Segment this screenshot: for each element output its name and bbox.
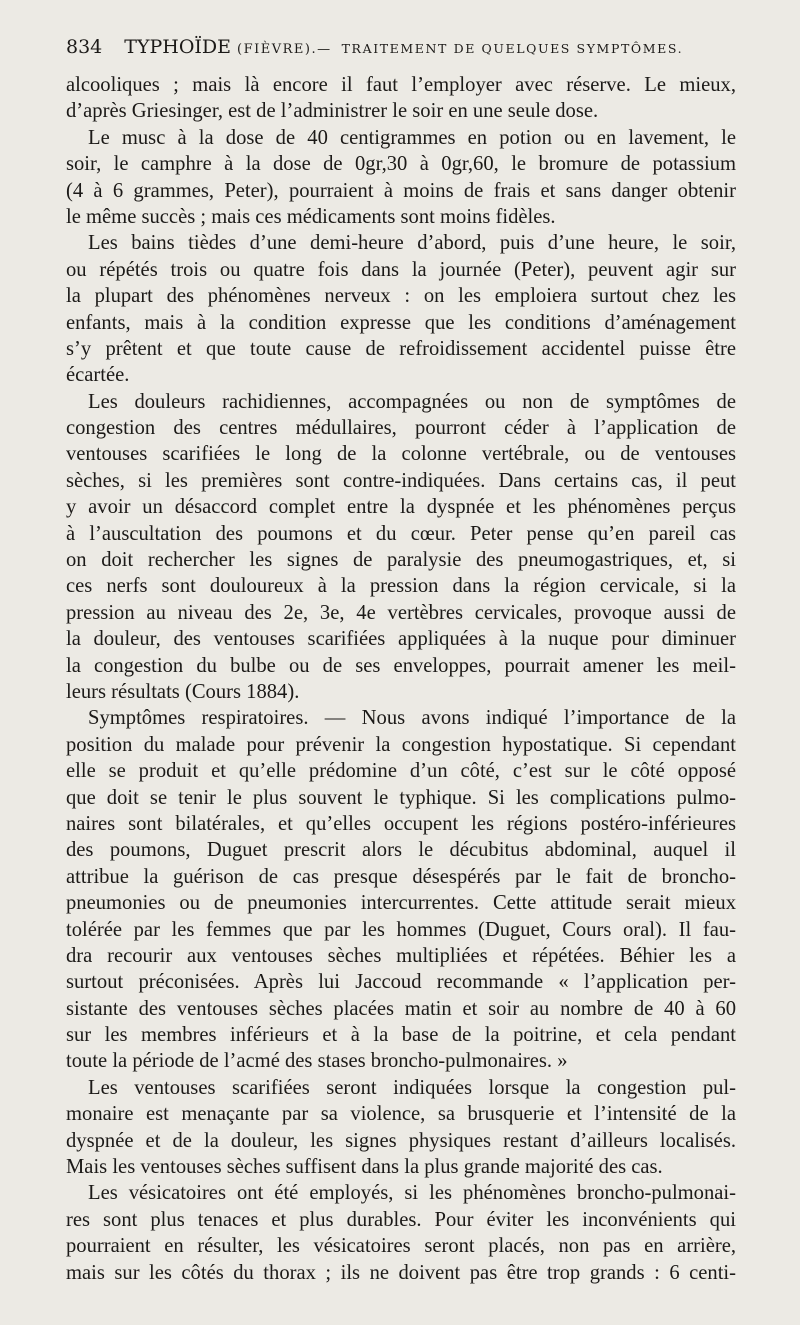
text-line: le même succès ; mais ces médicaments sont moins fidèles. [66, 205, 556, 228]
text-line: pression au niveau des 2e, 3e, 4e vertèbres cervicales, provoque aussi de [66, 601, 736, 624]
running-title: TYPHOÏDE [124, 36, 232, 58]
text-line: pourraient en résulter, les vésicatoires seront placés, non pas en arrière, [66, 1235, 736, 1258]
running-title-paren: (FIÈVRE).— [237, 42, 332, 57]
text-line: leurs résultats (Cours 1884). [66, 680, 300, 703]
text-line: dra recourir aux ventouses sèches multipliées et répétées. Béhier les a [66, 944, 736, 967]
text-line: tolérée par les femmes que par les hommes (Duguet, Cours oral). Il fau- [66, 918, 736, 941]
running-subtitle: TRAITEMENT DE QUELQUES SYMPTÔMES. [341, 41, 684, 56]
text-line: Les douleurs rachidiennes, accompagnées ou non de symptômes de [88, 390, 736, 413]
running-header [66, 36, 746, 66]
text-line: la plupart des phénomènes nerveux : on les emploiera surtout chez les [66, 285, 736, 308]
text-line: position du malade pour prévenir la congestion hypostatique. Si cependant [66, 733, 736, 756]
text-line: toute la période de l’acmé des stases broncho-pulmonaires. » [66, 1050, 568, 1073]
body-text [66, 72, 736, 1286]
text-line: monaire est menaçante par sa violence, sa brusquerie et l’intensité de la [66, 1103, 736, 1126]
text-line: sur les membres inférieurs et à la base de la poitrine, et cela pendant [66, 1024, 736, 1047]
text-line: sistante des ventouses sèches placées matin et soir au nombre de 40 à 60 [66, 997, 736, 1020]
text-line: enfants, mais à la condition expresse que les conditions d’aménagement [66, 311, 736, 334]
text-line: naires sont bilatérales, et qu’elles occupent les régions postéro-inférieures [66, 812, 736, 835]
text-line: s’y prêtent et que toute cause de refroidissement accidentel puisse être [66, 337, 736, 360]
text-line: surtout préconisées. Après lui Jaccoud recommande « l’application per- [66, 971, 736, 994]
text-line: soir, le camphre à la dose de 0gr,30 à 0gr,60, le bromure de potassium [66, 153, 736, 176]
text-line: (4 à 6 grammes, Peter), pourraient à moins de frais et sans danger obtenir [66, 179, 736, 202]
text-line: à l’auscultation des poumons et du cœur. Peter pense qu’en pareil cas [66, 522, 736, 545]
text-line: Symptômes respiratoires. — Nous avons indiqué l’importance de la [88, 707, 736, 730]
text-line: que doit se tenir le plus souvent le typhique. Si les complications pulmo- [66, 786, 736, 809]
text-line: on doit rechercher les signes de paralysie des pneumogastriques, et, si [66, 549, 736, 572]
text-line: y avoir un désaccord complet entre la dyspnée et les phénomènes perçus [66, 496, 736, 519]
text-line: Les ventouses scarifiées seront indiquées lorsque la congestion pul- [88, 1076, 736, 1099]
text-line: la douleur, des ventouses scarifiées appliquées à la nuque pour diminuer [66, 628, 736, 651]
text-line: sèches, si les premières sont contre-indiquées. Dans certains cas, il peut [66, 469, 736, 492]
text-line: ou répétés trois ou quatre fois dans la journée (Peter), peuvent agir sur [66, 258, 736, 281]
text-line: ventouses scarifiées le long de la colonne vertébrale, ou de ventouses [66, 443, 736, 466]
text-line: d’après Griesinger, est de l’administrer le soir en une seule dose. [66, 100, 599, 123]
page-number: 834 [66, 36, 103, 58]
text-line: des poumons, Duguet prescrit alors le décubitus abdominal, auquel il [66, 839, 736, 862]
text-line: attribue la guérison de cas presque désespérés par le fait de broncho- [66, 865, 736, 888]
text-line: Les bains tièdes d’une demi-heure d’abord, puis d’une heure, le soir, [88, 232, 736, 255]
text-line: écartée. [66, 364, 130, 387]
text-line: alcooliques ; mais là encore il faut l’employer avec réserve. Le mieux, [66, 74, 736, 96]
text-line: Les vésicatoires ont été employés, si les phénomènes broncho-pulmonai- [88, 1182, 736, 1205]
text-line: elle se produit et qu’elle prédomine d’un côté, c’est sur le côté opposé [66, 760, 736, 783]
text-line: congestion des centres médullaires, pourront céder à l’application de [66, 417, 736, 440]
text-line: Le musc à la dose de 40 centigrammes en potion ou en lavement, le [88, 126, 736, 149]
text-line: pneumonies ou de pneumonies intercurrentes. Cette attitude serait mieux [66, 892, 736, 915]
text-line: res sont plus tenaces et plus durables. Pour éviter les inconvénients qui [66, 1208, 736, 1231]
text-line: la congestion du bulbe ou de ses enveloppes, pourrait amener les meil- [66, 654, 736, 677]
text-line: dyspnée et de la douleur, les signes physiques restant d’ailleurs localisés. [66, 1129, 736, 1152]
text-line: mais sur les côtés du thorax ; ils ne doivent pas être trop grands : 6 centi- [66, 1261, 736, 1284]
text-line: ces nerfs sont douloureux à la pression dans la région cervicale, si la [66, 575, 736, 598]
text-line: Mais les ventouses sèches suffisent dans la plus grande majorité des cas. [66, 1156, 663, 1179]
